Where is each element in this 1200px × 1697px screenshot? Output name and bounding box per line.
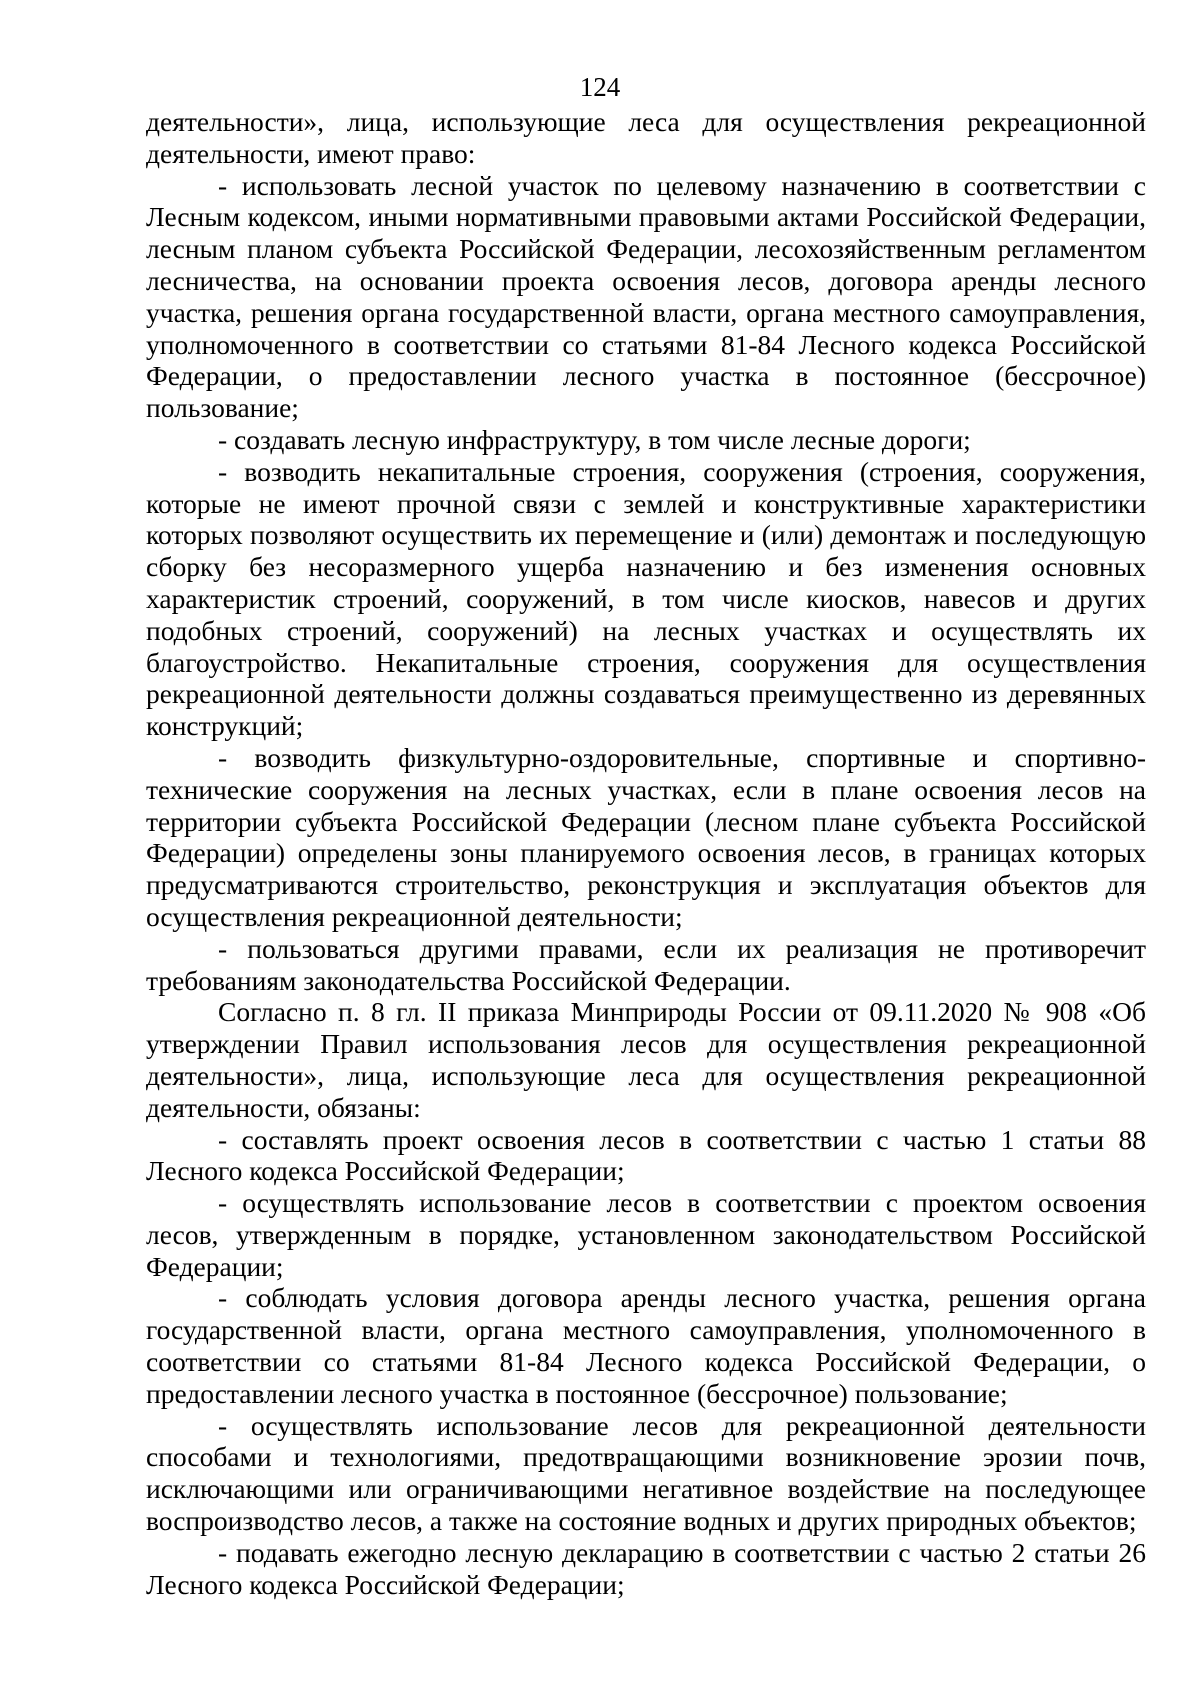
paragraph: - осуществлять использование лесов в соответствии с проектом освоения лесов, утвержденным в порядке, установленном законодательством Российской Федерации;: [146, 1187, 1146, 1282]
paragraph: - возводить физкультурно-оздоровительные, спортивные и спортивно-технические сооружения на лесных участках, если в плане освоения лесов на территории субъекта Российской Федерации (лесном плане субъекта Российской Федерации) определены зоны планируемого освоения лесов, в границах которых предусматриваются строительство, реконструкция и эксплуатация объектов для осуществления рекреационной деятельности;: [146, 741, 1146, 932]
paragraph: - составлять проект освоения лесов в соответствии с частью 1 статьи 88 Лесного кодекса Российской Федерации;: [146, 1123, 1146, 1187]
paragraph: - соблюдать условия договора аренды лесного участка, решения органа государственной власти, органа местного самоуправления, уполномоченного в соответствии со статьями 81-84 Лесного кодекса Российской Федерации, о предоставлении лесного участка в постоянное (бессрочное) пользование;: [146, 1282, 1146, 1409]
paragraph: - использовать лесной участок по целевому назначению в соответствии с Лесным кодексом, иными нормативными правовыми актами Российской Федерации, лесным планом субъекта Российской Федерации, лесохозяйственным регламентом лесничества, на основании проекта освоения лесов, договора аренды лесного участка, решения органа государственной власти, органа местного самоуправления, уполномоченного в соответствии со статьями 81-84 Лесного кодекса Российской Федерации, о предоставлении лесного участка в постоянное (бессрочное) пользование;: [146, 169, 1146, 424]
document-body: [146, 106, 1146, 1600]
paragraph: деятельности», лица, использующие леса для осуществления рекреационной деятельности, имеют право:: [146, 106, 1146, 169]
paragraph: - возводить некапитальные строения, сооружения (строения, сооружения, которые не имеют прочной связи с землей и конструктивные характеристики которых позволяют осуществить их перемещение и (или) демонтаж и последующую сборку без несоразмерного ущерба назначению и без изменения основных характеристик строений, сооружений, в том числе киосков, навесов и других подобных строений, сооружений) на лесных участках и осуществлять их благоустройство. Некапитальные строения, сооружения для осуществления рекреационной деятельности должны создаваться преимущественно из деревянных конструкций;: [146, 455, 1146, 742]
paragraph: - подавать ежегодно лесную декларацию в соответствии с частью 2 статьи 26 Лесного кодекса Российской Федерации;: [146, 1536, 1146, 1600]
paragraph: - создавать лесную инфраструктуру, в том числе лесные дороги;: [218, 423, 971, 455]
page-number: 124: [579, 72, 621, 102]
paragraph: - пользоваться другими правами, если их реализация не противоречит требованиям законодательства Российской Федерации.: [146, 932, 1146, 996]
paragraph: - осуществлять использование лесов для рекреационной деятельности способами и технологиями, предотвращающими возникновение эрозии почв, исключающими или ограничивающими негативное воздействие на последующее воспроизводство лесов, а также на состояние водных и других природных объектов;: [146, 1409, 1146, 1537]
paragraph: Согласно п. 8 гл. II приказа Минприроды России от 09.11.2020 № 908 «Об утверждении Правил использования лесов для осуществления рекреационной деятельности», лица, использующие леса для осуществления рекреационной деятельности, обязаны:: [146, 996, 1146, 1123]
